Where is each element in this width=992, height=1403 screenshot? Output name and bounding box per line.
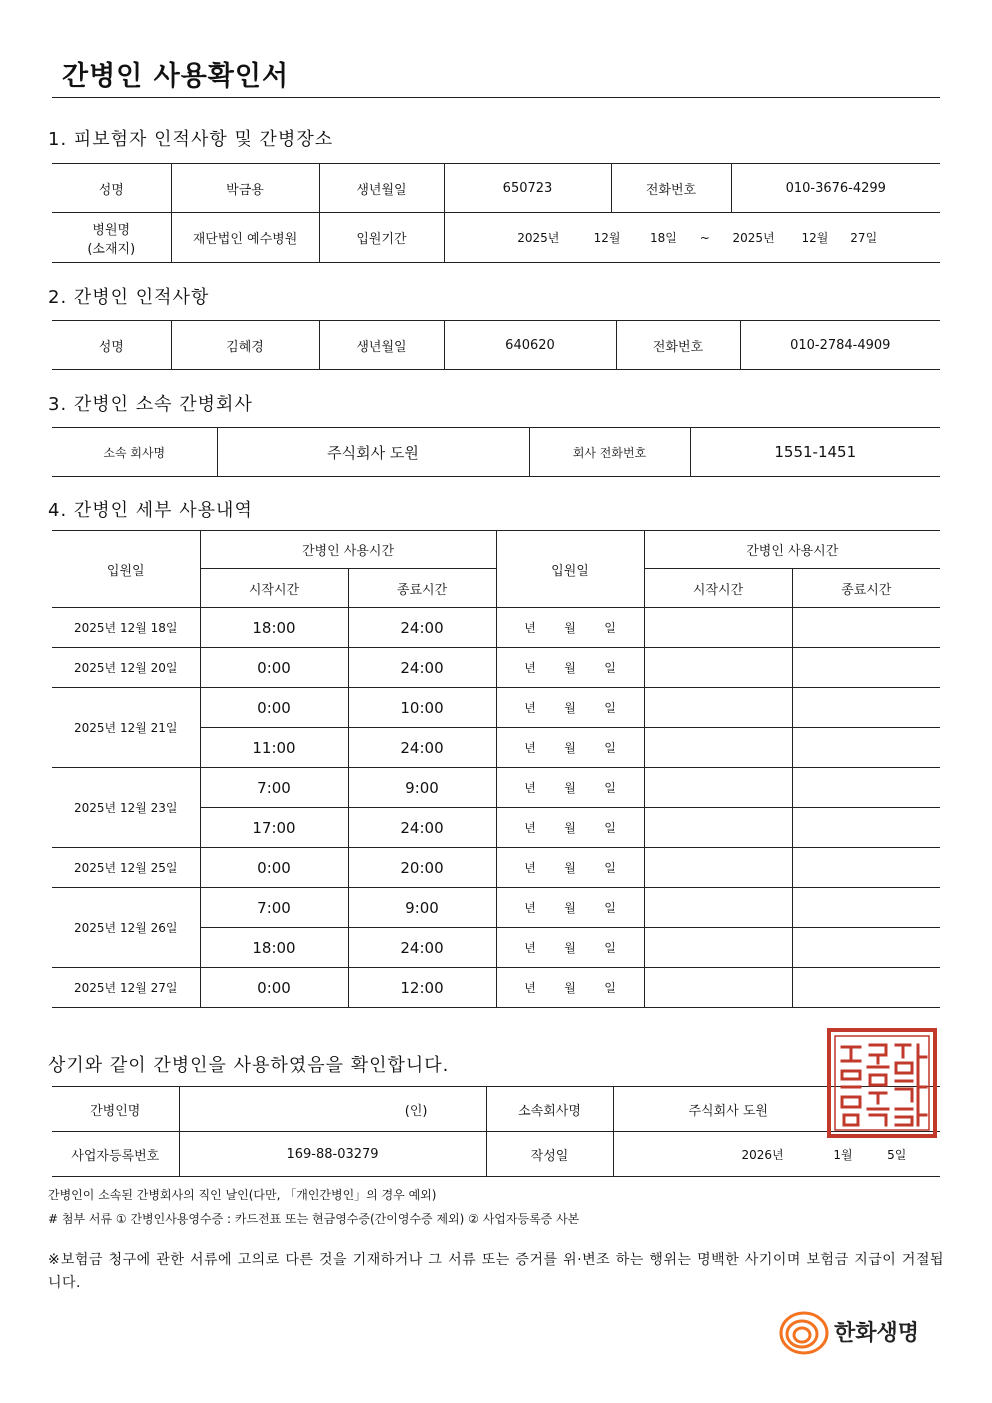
blank-date-m: 월	[564, 621, 576, 635]
blank-end-time[interactable]	[792, 928, 940, 968]
period-label: 입원기간	[319, 213, 444, 263]
usage-row	[52, 968, 940, 1008]
period-start-month: 12월	[593, 231, 621, 245]
blank-start-time[interactable]	[644, 808, 792, 848]
caregiver-name: 김혜경	[171, 321, 319, 370]
blank-date-m: 월	[564, 861, 576, 875]
usage-date: 2025년 12월 26일	[52, 888, 200, 968]
usage-start-time: 18:00	[200, 928, 348, 968]
blank-date-y: 년	[524, 701, 536, 715]
hanwha-logo	[778, 1308, 938, 1358]
insured-phone: 010-3676-4299	[731, 164, 940, 213]
blank-end-time[interactable]	[792, 768, 940, 808]
blank-date-field[interactable]	[496, 608, 644, 648]
blank-end-time[interactable]	[792, 608, 940, 648]
blank-date-y: 년	[524, 621, 536, 635]
period-tilde: ~	[699, 231, 710, 245]
caregiver-phone-label: 전화번호	[616, 321, 740, 370]
hospital-label	[52, 213, 171, 263]
blank-date-d: 일	[604, 861, 616, 875]
section-2-heading: 2. 간병인 인적사항	[48, 287, 210, 308]
usage-end-time: 10:00	[348, 688, 496, 728]
usage-end-time: 24:00	[348, 728, 496, 768]
usage-date-header-2: 입원일	[496, 531, 644, 608]
usage-start-time: 0:00	[200, 968, 348, 1008]
blank-date-y: 년	[524, 781, 536, 795]
section-3-heading: 3. 간병인 소속 간병회사	[48, 394, 253, 415]
blank-date-m: 월	[564, 741, 576, 755]
usage-end-time: 9:00	[348, 768, 496, 808]
usage-time-header: 간병인 사용시간	[200, 531, 496, 569]
start-header: 시작시간	[200, 569, 348, 608]
insured-name: 박금용	[171, 164, 319, 213]
usage-end-time: 24:00	[348, 608, 496, 648]
usage-start-time: 18:00	[200, 608, 348, 648]
blank-end-time[interactable]	[792, 728, 940, 768]
blank-start-time[interactable]	[644, 968, 792, 1008]
usage-end-time: 9:00	[348, 888, 496, 928]
usage-row	[52, 648, 940, 688]
usage-start-time: 0:00	[200, 648, 348, 688]
company-name-label: 소속 회사명	[52, 428, 217, 477]
caregiver-birth-label: 생년월일	[319, 321, 444, 370]
insured-birth-label: 생년월일	[319, 164, 444, 213]
blank-date-y: 년	[524, 901, 536, 915]
confirmation-statement: 상기와 같이 간병인을 사용하였음을 확인합니다.	[48, 1055, 450, 1076]
blank-date-field[interactable]	[496, 808, 644, 848]
biz-number: 169-88-03279	[179, 1132, 486, 1177]
usage-row	[52, 608, 940, 648]
blank-date-m: 월	[564, 781, 576, 795]
usage-date: 2025년 12월 21일	[52, 688, 200, 768]
usage-start-time: 17:00	[200, 808, 348, 848]
usage-row	[52, 768, 940, 808]
insured-name-label: 성명	[52, 164, 171, 213]
usage-end-time: 24:00	[348, 928, 496, 968]
usage-row	[52, 888, 940, 928]
sign-company-label: 소속회사명	[486, 1087, 613, 1132]
company-table	[52, 427, 940, 477]
blank-date-d: 일	[604, 981, 616, 995]
usage-date: 2025년 12월 20일	[52, 648, 200, 688]
blank-date-m: 월	[564, 941, 576, 955]
usage-date: 2025년 12월 25일	[52, 848, 200, 888]
usage-end-time: 24:00	[348, 648, 496, 688]
blank-date-m: 월	[564, 661, 576, 675]
blank-date-m: 월	[564, 901, 576, 915]
caregiver-sign-label: 간병인명	[52, 1087, 179, 1132]
usage-start-time: 0:00	[200, 688, 348, 728]
blank-date-m: 월	[564, 821, 576, 835]
blank-date-field[interactable]	[496, 928, 644, 968]
blank-start-time[interactable]	[644, 888, 792, 928]
write-date-year: 2026년	[741, 1147, 784, 1162]
blank-date-d: 일	[604, 741, 616, 755]
end-header: 종료시간	[348, 569, 496, 608]
admission-period	[444, 213, 940, 263]
hospital-name: 재단법인 예수병원	[171, 213, 319, 263]
usage-date-header: 입원일	[52, 531, 200, 608]
section-4-heading: 4. 간병인 세부 사용내역	[48, 500, 253, 521]
blank-date-m: 월	[564, 701, 576, 715]
attachment-note: # 첨부 서류 ① 간병인사용영수증 : 카드전표 또는 현금영수증(간이영수증 제외) ② 사업자등록증 사본	[48, 1212, 580, 1226]
caregiver-phone: 010-2784-4909	[740, 321, 940, 370]
end-header-2: 종료시간	[792, 569, 940, 608]
blank-date-d: 일	[604, 701, 616, 715]
blank-start-time[interactable]	[644, 728, 792, 768]
insured-phone-label: 전화번호	[611, 164, 731, 213]
blank-end-time[interactable]	[792, 848, 940, 888]
blank-date-y: 년	[524, 941, 536, 955]
insured-table	[52, 163, 940, 263]
blank-date-field[interactable]	[496, 968, 644, 1008]
document-title: 간병인 사용확인서	[62, 61, 290, 92]
blank-date-y: 년	[524, 861, 536, 875]
blank-end-time[interactable]	[792, 888, 940, 928]
biz-number-label: 사업자등록번호	[52, 1132, 179, 1177]
blank-end-time[interactable]	[792, 688, 940, 728]
usage-date: 2025년 12월 18일	[52, 608, 200, 648]
blank-date-y: 년	[524, 661, 536, 675]
signature-table	[52, 1086, 940, 1177]
usage-row	[52, 688, 940, 728]
hospital-label-main: 병원명	[92, 222, 131, 238]
blank-date-y: 년	[524, 741, 536, 755]
caregiver-table	[52, 320, 940, 370]
section-1-heading: 1. 피보험자 인적사항 및 간병장소	[48, 129, 334, 150]
blank-date-d: 일	[604, 821, 616, 835]
seal-mark: (인)	[404, 1103, 428, 1119]
usage-start-time: 7:00	[200, 888, 348, 928]
company-phone: 1551-1451	[690, 428, 940, 477]
hanwha-logo-text: 한화생명	[834, 1321, 920, 1346]
usage-end-time: 20:00	[348, 848, 496, 888]
period-start-day: 18일	[649, 231, 677, 245]
blank-end-time[interactable]	[792, 808, 940, 848]
usage-date: 2025년 12월 27일	[52, 968, 200, 1008]
caregiver-name-label: 성명	[52, 321, 171, 370]
usage-start-time: 7:00	[200, 768, 348, 808]
blank-date-field[interactable]	[496, 728, 644, 768]
sign-company: 주식회사 도원	[613, 1087, 940, 1132]
period-end-month: 12월	[801, 231, 829, 245]
period-end-year: 2025년	[732, 231, 775, 245]
blank-date-d: 일	[604, 621, 616, 635]
usage-end-time: 24:00	[348, 808, 496, 848]
write-date-label: 작성일	[486, 1132, 613, 1177]
usage-start-time: 0:00	[200, 848, 348, 888]
blank-date-m: 월	[564, 981, 576, 995]
write-date-month: 1월	[833, 1147, 853, 1162]
blank-start-time[interactable]	[644, 768, 792, 808]
write-date-day: 5일	[887, 1147, 907, 1162]
blank-date-d: 일	[604, 661, 616, 675]
title-divider	[52, 97, 940, 98]
hospital-label-sub: (소재지)	[87, 241, 136, 257]
blank-date-d: 일	[604, 781, 616, 795]
company-name: 주식회사 도원	[217, 428, 529, 477]
seal-note: 간병인이 소속된 간병회사의 직인 날인(다만, 「개인간병인」의 경우 예외)	[48, 1188, 437, 1202]
hanwha-logo-mark-icon	[778, 1308, 832, 1358]
blank-start-time[interactable]	[644, 648, 792, 688]
caregiver-birth: 640620	[444, 321, 616, 370]
blank-date-y: 년	[524, 821, 536, 835]
blank-start-time[interactable]	[644, 928, 792, 968]
blank-date-field[interactable]	[496, 768, 644, 808]
blank-date-field[interactable]	[496, 848, 644, 888]
period-start-year: 2025년	[517, 231, 560, 245]
usage-table	[52, 530, 940, 1008]
usage-end-time: 12:00	[348, 968, 496, 1008]
usage-time-header-2: 간병인 사용시간	[644, 531, 940, 569]
blank-start-time[interactable]	[644, 848, 792, 888]
blank-date-d: 일	[604, 901, 616, 915]
start-header-2: 시작시간	[644, 569, 792, 608]
usage-row	[52, 848, 940, 888]
company-seal	[826, 1027, 938, 1139]
usage-start-time: 11:00	[200, 728, 348, 768]
period-end-day: 27일	[850, 231, 878, 245]
blank-date-field[interactable]	[496, 688, 644, 728]
blank-start-time[interactable]	[644, 688, 792, 728]
blank-date-field[interactable]	[496, 888, 644, 928]
blank-end-time[interactable]	[792, 968, 940, 1008]
blank-date-field[interactable]	[496, 648, 644, 688]
blank-end-time[interactable]	[792, 648, 940, 688]
usage-date: 2025년 12월 23일	[52, 768, 200, 848]
caregiver-sign-field[interactable]	[179, 1087, 486, 1132]
fraud-warning: ※보험금 청구에 관한 서류에 고의로 다른 것을 기재하거나 그 서류 또는 증거를 위·변조 하는 행위는 명백한 사기이며 보험금 지급이 거절됩니다.	[48, 1252, 944, 1291]
blank-date-y: 년	[524, 981, 536, 995]
blank-start-time[interactable]	[644, 608, 792, 648]
blank-date-d: 일	[604, 941, 616, 955]
company-phone-label: 회사 전화번호	[529, 428, 690, 477]
insured-birth: 650723	[444, 164, 611, 213]
